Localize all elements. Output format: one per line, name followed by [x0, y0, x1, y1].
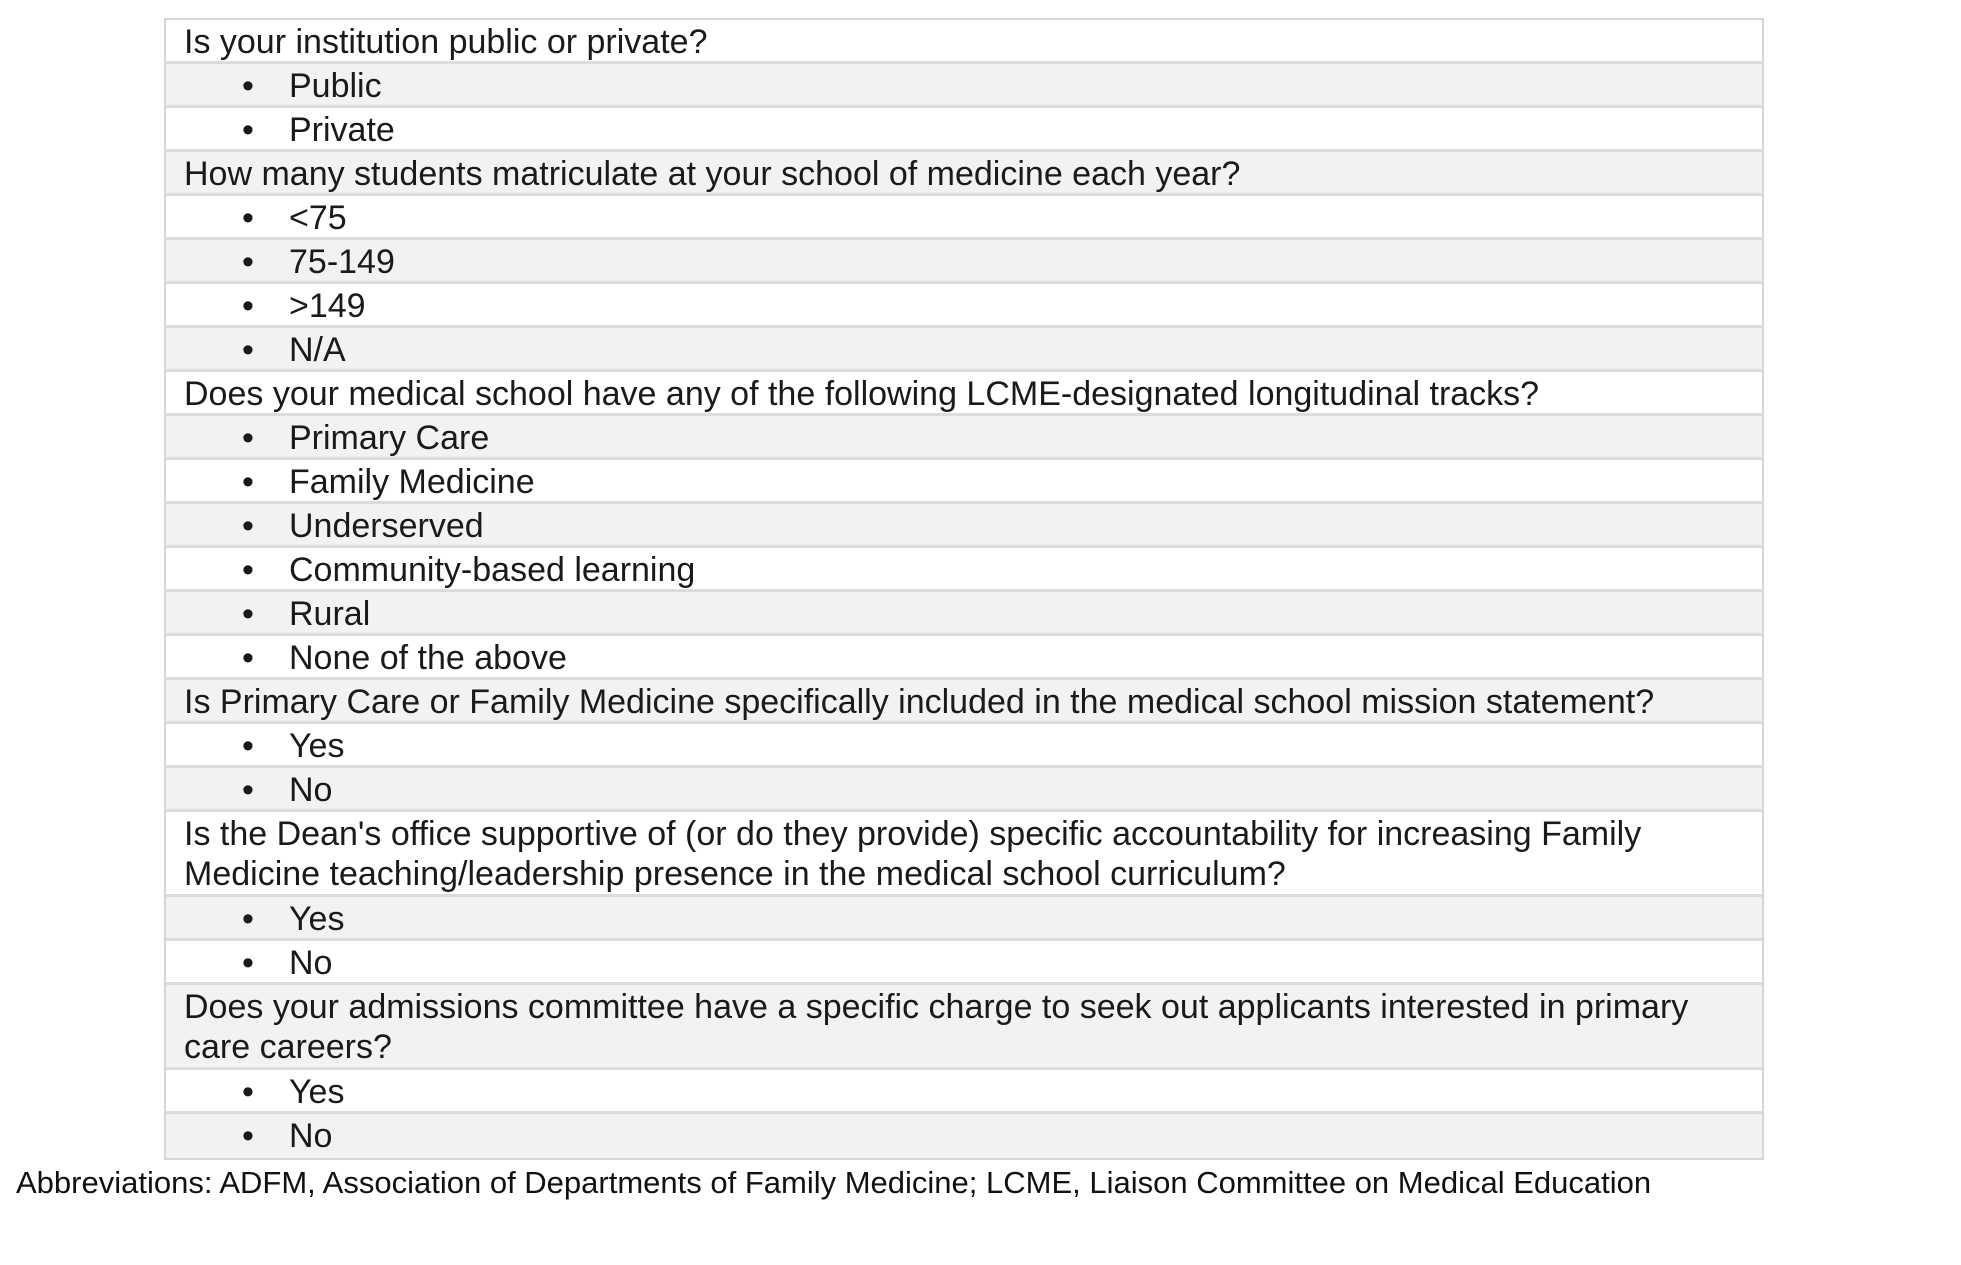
option-label: 75-149 — [289, 243, 395, 281]
question-row — [166, 152, 1762, 196]
option-row — [166, 768, 1762, 812]
option-row — [166, 196, 1762, 240]
bullet-icon: • — [242, 1073, 254, 1111]
option-label: Public — [289, 67, 382, 105]
option-row — [166, 460, 1762, 504]
option-label: >149 — [289, 287, 366, 325]
survey-questions-table — [164, 18, 1764, 1160]
option-label: No — [289, 944, 333, 982]
bullet-icon: • — [242, 287, 254, 325]
question-row — [166, 985, 1762, 1070]
question-text: Does your admissions committee have a specific charge to seek out applicants interested in primary care careers? — [184, 988, 1689, 1066]
option-label: Underserved — [289, 507, 484, 545]
option-label: Yes — [289, 900, 345, 938]
option-row — [166, 240, 1762, 284]
option-label: Primary Care — [289, 419, 490, 457]
option-row — [166, 416, 1762, 460]
question-row — [166, 680, 1762, 724]
option-row — [166, 548, 1762, 592]
bullet-icon: • — [242, 639, 254, 677]
option-row — [166, 504, 1762, 548]
option-row — [166, 284, 1762, 328]
bullet-icon: • — [242, 727, 254, 765]
bullet-icon: • — [242, 595, 254, 633]
bullet-icon: • — [242, 243, 254, 281]
option-row — [166, 64, 1762, 108]
bullet-icon: • — [242, 419, 254, 457]
option-row — [166, 1070, 1762, 1114]
abbreviations-footnote: Abbreviations: ADFM, Association of Departments of Family Medicine; LCME, Liaison Committee on Medical Education — [16, 1165, 1652, 1200]
option-label: Private — [289, 111, 395, 149]
question-row — [166, 20, 1762, 64]
option-label: No — [289, 771, 333, 809]
bullet-icon: • — [242, 1117, 254, 1155]
bullet-icon: • — [242, 331, 254, 369]
option-label: None of the above — [289, 639, 567, 677]
option-label: N/A — [289, 331, 346, 369]
question-text: Is your institution public or private? — [184, 23, 708, 61]
bullet-icon: • — [242, 463, 254, 501]
question-text: How many students matriculate at your school of medicine each year? — [184, 155, 1241, 193]
bullet-icon: • — [242, 900, 254, 938]
question-text: Is Primary Care or Family Medicine specifically included in the medical school mission statement? — [184, 683, 1655, 721]
option-label: No — [289, 1117, 333, 1155]
option-label: Rural — [289, 595, 371, 633]
question-text: Is the Dean's office supportive of (or do they provide) specific accountability for increasing Family Medicine teaching/leadership presence in the medical school curriculum? — [184, 815, 1642, 893]
bullet-icon: • — [242, 944, 254, 982]
question-row — [166, 812, 1762, 897]
option-label: Community-based learning — [289, 551, 696, 589]
bullet-icon: • — [242, 551, 254, 589]
bullet-icon: • — [242, 199, 254, 237]
option-row — [166, 108, 1762, 152]
bullet-icon: • — [242, 111, 254, 149]
option-row — [166, 724, 1762, 768]
bullet-icon: • — [242, 67, 254, 105]
question-row — [166, 372, 1762, 416]
option-label: <75 — [289, 199, 347, 237]
option-row — [166, 592, 1762, 636]
option-row — [166, 636, 1762, 680]
option-label: Family Medicine — [289, 463, 535, 501]
bullet-icon: • — [242, 771, 254, 809]
option-label: Yes — [289, 1073, 345, 1111]
option-label: Yes — [289, 727, 345, 765]
option-row — [166, 1114, 1762, 1158]
bullet-icon: • — [242, 507, 254, 545]
option-row — [166, 897, 1762, 941]
option-row — [166, 328, 1762, 372]
option-row — [166, 941, 1762, 985]
question-text: Does your medical school have any of the following LCME-designated longitudinal tracks? — [184, 375, 1540, 413]
